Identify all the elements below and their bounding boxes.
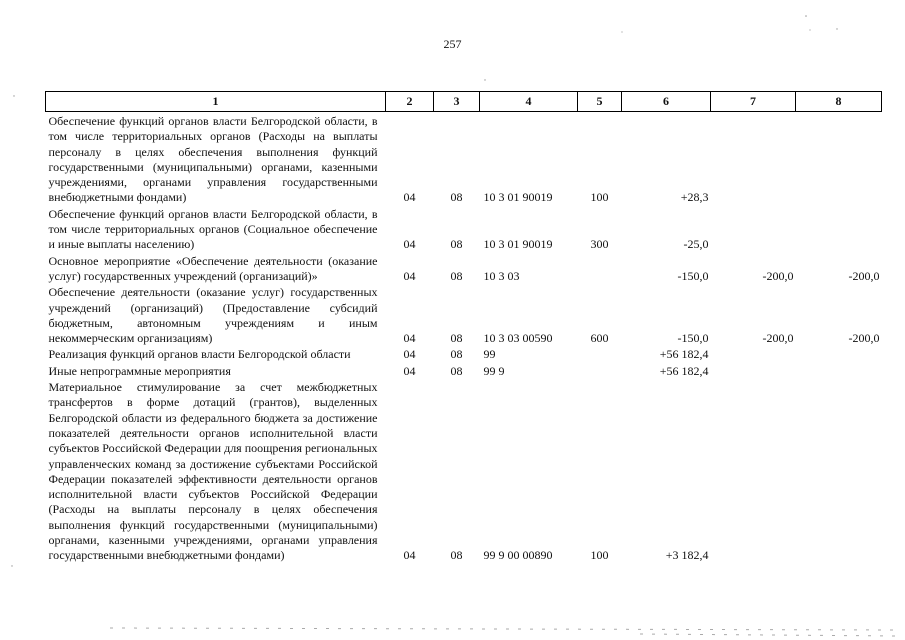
- header-col-6: 6: [622, 92, 711, 112]
- row-expense-type: 100: [590, 548, 609, 563]
- row-name: Материальное стимулирование за счет межбюджетных трансфертов в форме дотаций (грантов), выделенных Белгородской области из федерального бюджета за достижение показателей деятельности органов исполнительной власти субъектов Российской Федерации для поощрения региональных управленческих команд за достижение субъектами Российской Федерации показателей эффективности деятельности органов исполнительной власти субъектов Российской Федерации (Расходы на выплаты персоналу в целях обеспечения выполнения функций государственными (муниципальными) органами, казенными учреждениями, органами управления государственными внебюджетными фондами): [48, 380, 378, 563]
- row-amount-3: [796, 363, 882, 379]
- row-expense-type: [578, 346, 622, 362]
- header-col-4: 4: [480, 92, 578, 112]
- row-amount-2: [711, 206, 796, 253]
- row-expense-type: 300: [590, 237, 609, 252]
- row-amount-1: +28,3: [680, 190, 709, 205]
- header-col-2: 2: [386, 92, 434, 112]
- header-col-3: 3: [434, 92, 480, 112]
- table-row: [46, 284, 882, 346]
- row-name: Иные непрограммные мероприятия: [48, 363, 231, 378]
- row-amount-3: [796, 112, 882, 206]
- row-subsection: 08: [450, 237, 463, 252]
- row-section: 04: [403, 548, 416, 563]
- row-amount-3: [796, 346, 882, 362]
- row-subsection: 08: [450, 331, 463, 346]
- row-name: Реализация функций органов власти Белгородской области: [48, 347, 351, 362]
- row-section: 04: [403, 363, 416, 378]
- row-amount-2: [711, 379, 796, 564]
- row-amount-2: [711, 363, 796, 379]
- table-row: [46, 253, 882, 285]
- table-row: [46, 346, 882, 362]
- table-row: [46, 379, 882, 564]
- row-target-code: 10 3 03 00590: [483, 331, 553, 346]
- row-target-code: 99 9: [483, 363, 505, 378]
- table-row: [46, 206, 882, 253]
- row-target-code: 99: [483, 347, 496, 362]
- row-amount-1: +3 182,4: [665, 548, 709, 563]
- row-amount-1: -25,0: [683, 237, 709, 252]
- row-amount-1: -150,0: [677, 331, 709, 346]
- row-name: Обеспечение функций органов власти Белгородской области, в том числе территориальных органов (Социальное обеспечение и иные выплаты населению): [48, 206, 378, 252]
- row-name: Обеспечение деятельности (оказание услуг) государственных учреждений (организаций) (Предоставление субсидий бюджетным, автономным учреждениям и иным некоммерческим организациям): [48, 285, 378, 346]
- row-expense-type: 100: [590, 190, 609, 205]
- page-number: 257: [443, 37, 462, 51]
- row-name: Обеспечение функций органов власти Белгородской области, в том числе территориальных органов (Расходы на выплаты персоналу в целях обеспечения выполнения функций государственными (муниципальными) органами, казенными учреждениями, органами управления государственными внебюджетными фондами): [48, 114, 378, 205]
- row-amount-1: +56 182,4: [659, 347, 709, 362]
- row-amount-3: -200,0: [848, 268, 880, 283]
- header-col-5: 5: [578, 92, 622, 112]
- table-row: [46, 112, 882, 206]
- header-col-8: 8: [796, 92, 882, 112]
- row-amount-2: -200,0: [762, 268, 794, 283]
- row-expense-type: 600: [590, 331, 609, 346]
- row-expense-type: [578, 363, 622, 379]
- row-amount-2: [711, 346, 796, 362]
- row-expense-type: [578, 253, 622, 285]
- row-target-code: 99 9 00 00890: [483, 548, 553, 563]
- table-row: [46, 363, 882, 379]
- row-section: 04: [403, 237, 416, 252]
- row-section: 04: [403, 268, 416, 283]
- row-amount-3: -200,0: [848, 331, 880, 346]
- row-amount-1: -150,0: [677, 268, 709, 283]
- row-amount-3: [796, 379, 882, 564]
- row-amount-1: +56 182,4: [659, 363, 709, 378]
- row-subsection: 08: [450, 347, 463, 362]
- row-amount-2: -200,0: [762, 331, 794, 346]
- row-section: 04: [403, 347, 416, 362]
- row-subsection: 08: [450, 548, 463, 563]
- row-amount-3: [796, 206, 882, 253]
- header-col-7: 7: [711, 92, 796, 112]
- row-section: 04: [403, 190, 416, 205]
- row-target-code: 10 3 01 90019: [483, 190, 553, 205]
- header-col-1: 1: [46, 92, 386, 112]
- row-section: 04: [403, 331, 416, 346]
- row-subsection: 08: [450, 268, 463, 283]
- row-subsection: 08: [450, 190, 463, 205]
- row-amount-2: [711, 112, 796, 206]
- row-subsection: 08: [450, 363, 463, 378]
- table-header-row: [46, 92, 882, 112]
- budget-table: [45, 91, 882, 564]
- row-target-code: 10 3 01 90019: [483, 237, 553, 252]
- row-name: Основное мероприятие «Обеспечение деятельности (оказание услуг) государственных учреждений (организаций)»: [48, 253, 378, 283]
- row-target-code: 10 3 03: [483, 268, 520, 283]
